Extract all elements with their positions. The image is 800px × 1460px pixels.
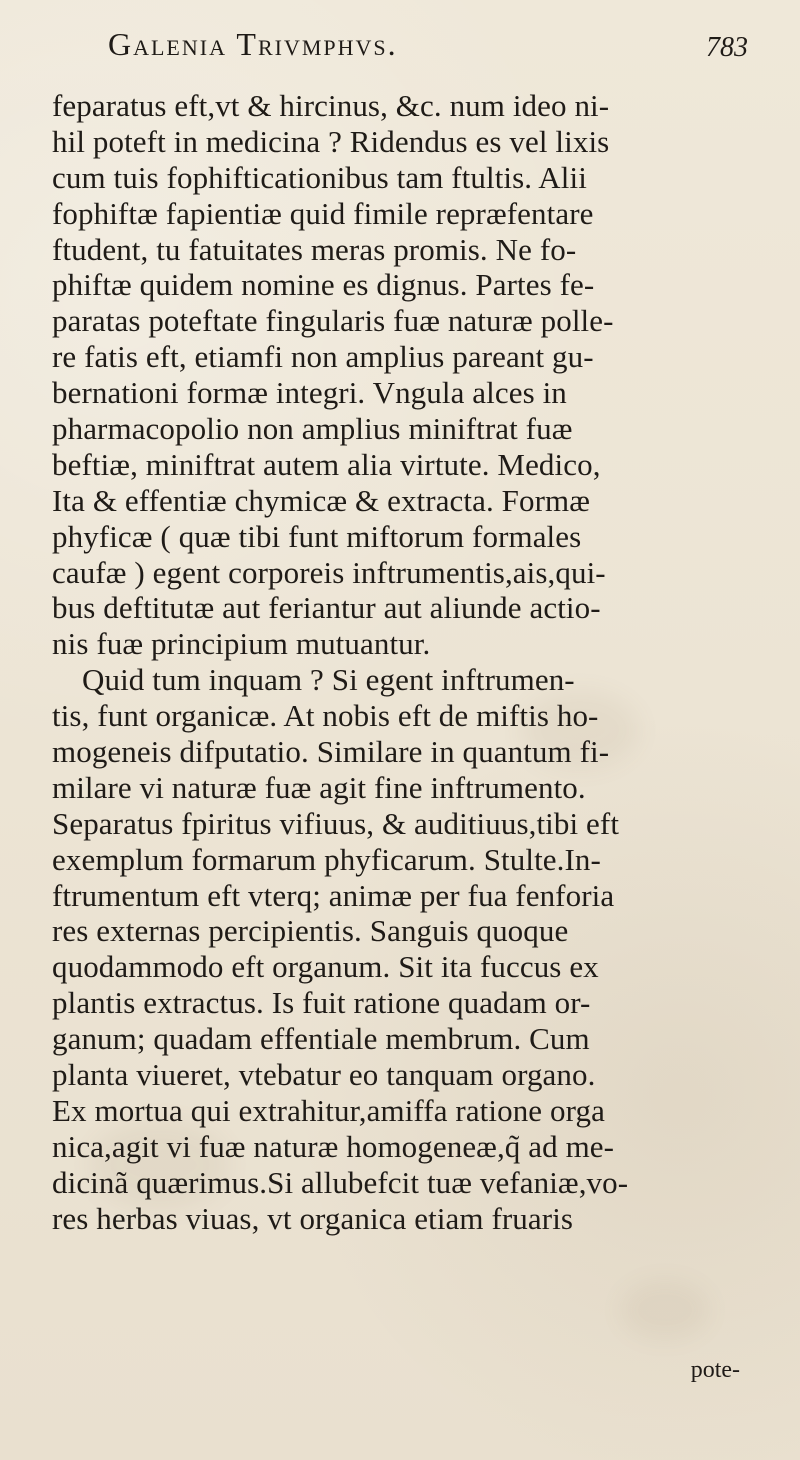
text-line: fophiftæ fapientiæ quid fimile repræfentare [52, 195, 594, 231]
text-line: Ita & effentiæ chymicæ & extracta. Formæ [52, 482, 591, 518]
text-line: Separatus fpiritus vifiuus, & auditiuus,tibi eft [52, 805, 620, 841]
text-line: quodammodo eft organum. Sit ita fuccus ex [52, 949, 599, 985]
text-line: hil poteft in medicina ? Ridendus es vel lixis [52, 123, 610, 159]
page-number: 783 [706, 32, 748, 63]
text-line: caufæ ) egent corporeis inftrumentis,ais,qui- [52, 554, 606, 590]
text-line: plantis extractus. Is fuit ratione quadam or- [52, 985, 591, 1021]
text-line: tis, funt organicæ. At nobis eft de miftis ho- [52, 698, 599, 734]
text-line: res herbas viuas, vt organica etiam fruaris [52, 1200, 574, 1236]
text-line: beftiæ, miniftrat autem alia virtute. Medico, [52, 446, 601, 482]
text-line: nis fuæ principium mutuantur. [52, 626, 431, 662]
text-line: mogeneis difputatio. Similare in quantum fi- [52, 734, 610, 770]
text-line: ftudent, tu fatuitates meras promis. Ne fo- [52, 231, 577, 267]
text-line: Ex mortua qui extrahitur,amiffa ratione orga [52, 1092, 605, 1128]
text-line: feparatus eft,vt & hircinus, &c. num ideo ni- [52, 88, 610, 123]
catchword: pote- [690, 1357, 740, 1383]
text-line: re fatis eft, etiamfi non amplius pareant gu- [52, 339, 594, 375]
text-line: res externas percipientis. Sanguis quoque [52, 913, 569, 949]
text-line: ganum; quadam effentiale membrum. Cum [52, 1021, 590, 1057]
text-line: planta viueret, vtebatur eo tanquam organo. [52, 1057, 596, 1093]
text-line: phyficæ ( quæ tibi funt miftorum formales [52, 518, 582, 554]
text-line: paratas poteftate fingularis fuæ naturæ polle- [52, 303, 614, 339]
text-line: pharmacopolio non amplius miniftrat fuæ [52, 411, 573, 447]
text-line: bus deftitutæ aut feriantur aut aliunde actio- [52, 590, 601, 626]
text-line: Quid tum inquam ? Si egent inftrumen- [82, 662, 575, 698]
text-line: nica,agit vi fuæ naturæ homogeneæ,q̃ ad me- [52, 1128, 615, 1164]
text-line: cum tuis fophifticationibus tam ftultis. Alii [52, 159, 587, 195]
text-line: bernationi formæ integri. Vngula alces in [52, 375, 567, 411]
text-line: ftrumentum eft vterq; animæ per fua fenforia [52, 877, 615, 913]
text-line: dicinã quærimus.Si allubefcit tuæ vefaniæ,vo- [52, 1164, 629, 1200]
page-header [108, 28, 748, 78]
paper-stain [620, 1280, 710, 1340]
running-title: Galenia Trivmphvs. [108, 26, 398, 62]
text-line: exemplum formarum phyficarum. Stulte.In- [52, 841, 601, 877]
main-text [52, 88, 764, 1237]
text-line: phiftæ quidem nomine es dignus. Partes fe- [52, 267, 595, 303]
text-line: milare vi naturæ fuæ agit fine inftrumento. [52, 769, 586, 805]
